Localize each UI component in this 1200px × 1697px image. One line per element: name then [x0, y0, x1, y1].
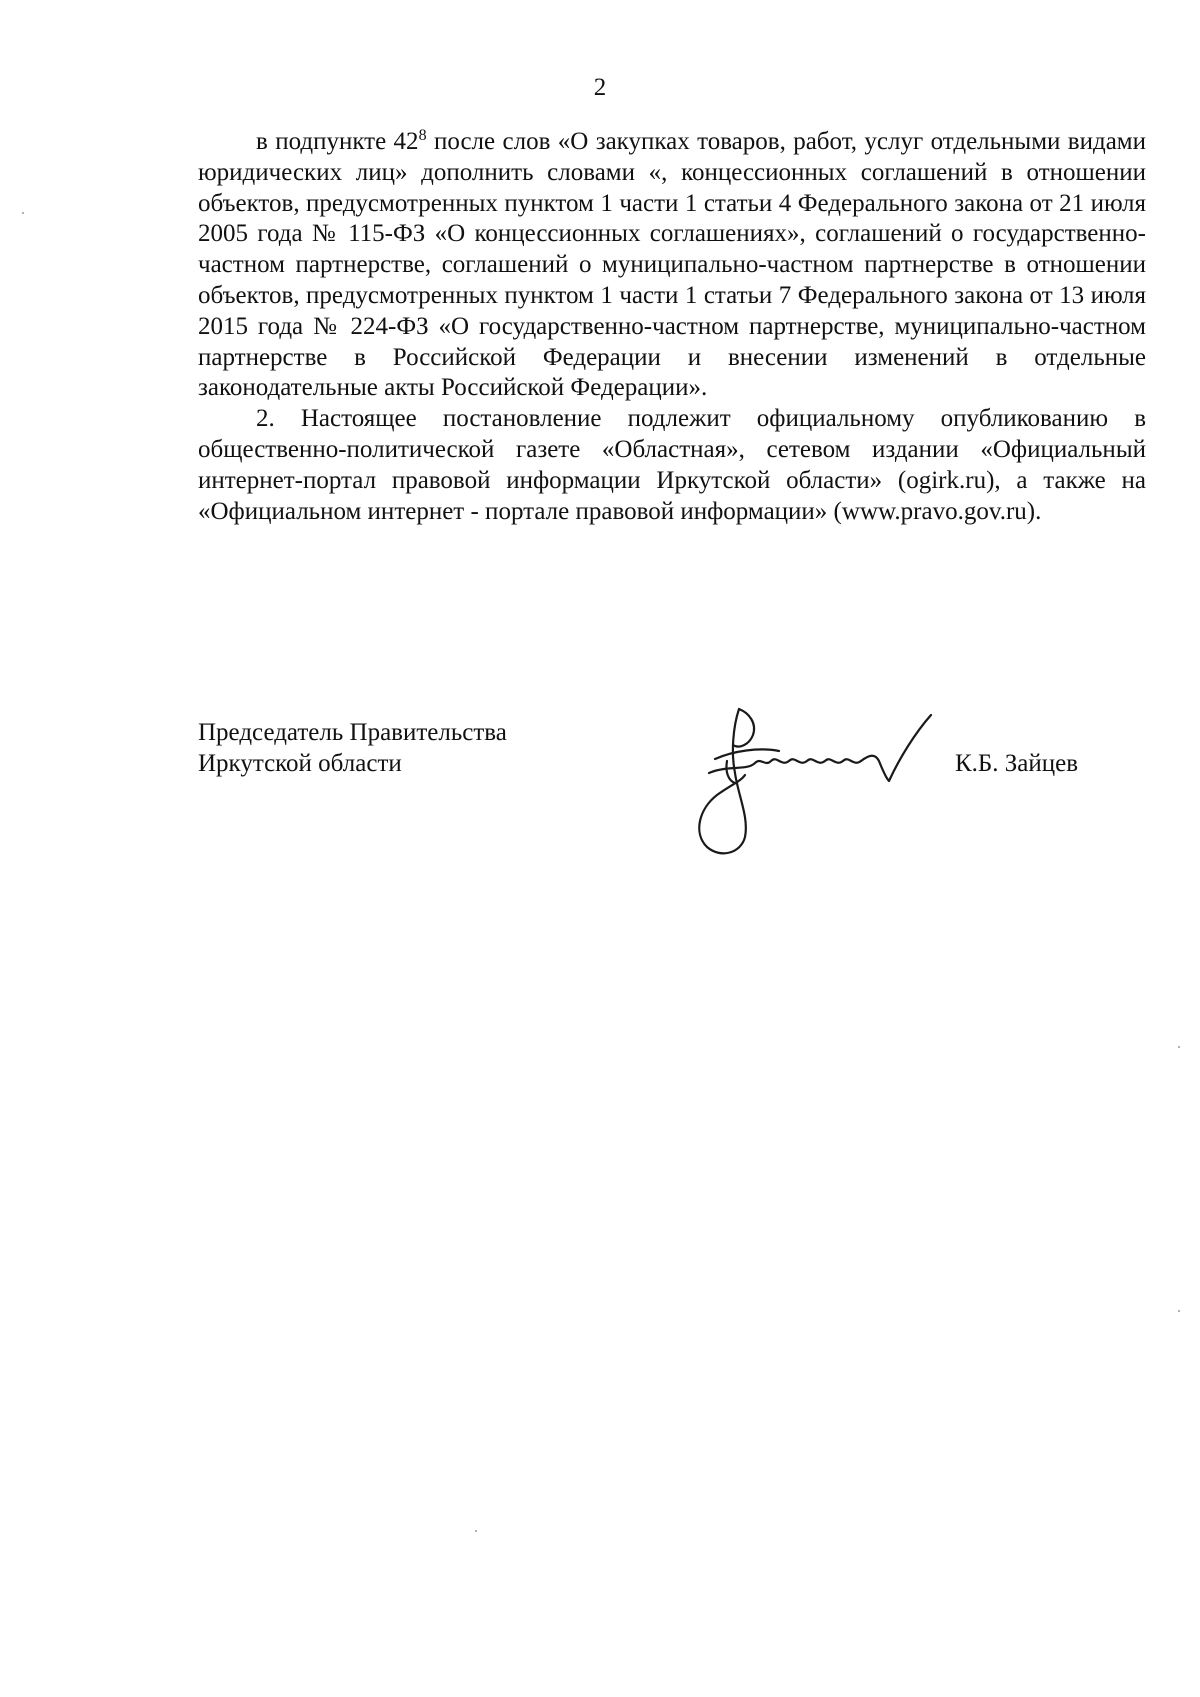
paragraph-amendment-lead: в подпункте 42 — [256, 128, 419, 155]
scan-speck — [22, 212, 24, 214]
scan-speck — [1178, 1046, 1180, 1048]
subparagraph-superscript: 8 — [418, 127, 427, 144]
signature-block — [198, 717, 1146, 867]
paragraph-publication: 2. Настоящее постановление подлежит официальному опубликованию в общественно-политической газете «Областная», сетевом издании «Официальный интернет-портал правовой информации Иркутской области» (ogirk.ru), а также на «Официальном интернет - портале правовой информации» (www.pravo.gov.ru). — [198, 405, 1146, 525]
signer-title-line-1: Председатель Правительства — [198, 719, 507, 746]
scan-speck — [475, 1530, 477, 1532]
signer-title — [198, 717, 618, 779]
handwritten-signature — [675, 701, 935, 859]
page-number: 2 — [593, 74, 607, 101]
scan-speck — [1178, 1310, 1180, 1312]
paragraph-amendment — [198, 127, 1146, 404]
signer-name: К.Б. Зайцев — [955, 750, 1079, 777]
paragraph-amendment-text: после слов «О закупках товаров, работ, услуг отдельными видами юридических лиц» дополнить словами «, концессионных соглашений в отношении объектов, предусмотренных пунктом 1 части 1 статьи 4 Федерального закона от 21 июля 2005 года № 115-ФЗ «О концессионных соглашениях», соглашений о государственно-частном партнерстве, соглашений о муниципально-частном партнерстве в отношении объектов, предусмотренных пунктом 1 части 1 статьи 7 Федерального закона от 13 июля 2015 года № 224-ФЗ «О государственно-частном партнерстве, муниципально-частном партнерстве в Российской Федерации и внесении изменений в отдельные законодательные акты Российской Федерации». — [198, 128, 1147, 402]
signer-title-line-2: Иркутской области — [198, 750, 402, 777]
document-body — [198, 127, 1146, 527]
